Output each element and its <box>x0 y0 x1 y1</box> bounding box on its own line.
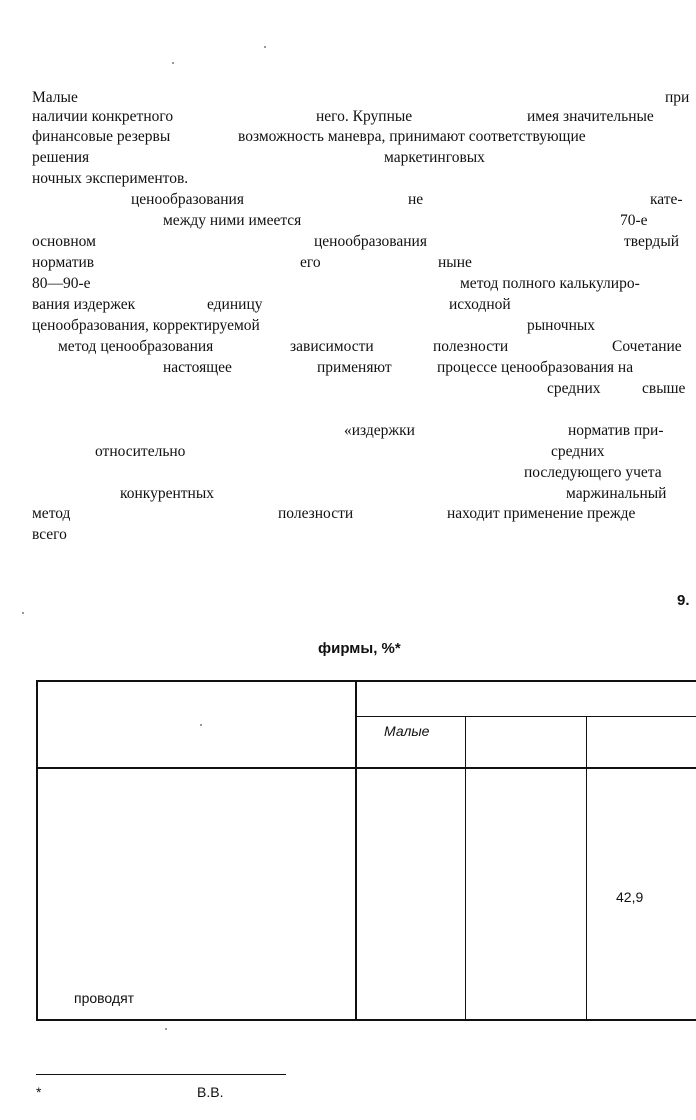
scan-speck <box>172 62 174 64</box>
text-fragment: метод ценообразования <box>58 338 214 355</box>
text-fragment: ныне <box>438 254 472 271</box>
text-fragment: ночных экспериментов. <box>32 170 189 187</box>
text-fragment: настоящее <box>163 359 232 376</box>
section-number: 9. <box>677 592 690 609</box>
text-fragment: всего <box>32 526 67 543</box>
text-fragment: исходной <box>449 296 511 313</box>
text-fragment: не <box>408 191 424 208</box>
text-fragment: последующего учета <box>524 464 662 481</box>
table-column-divider <box>465 716 466 1021</box>
text-fragment: возможность маневра, принимают соответствующие <box>238 128 586 145</box>
scan-speck <box>165 1028 167 1030</box>
text-fragment: норматив <box>32 254 95 271</box>
text-fragment: вания издержек <box>32 296 136 313</box>
text-fragment: основном <box>32 233 96 250</box>
text-fragment: кате- <box>650 191 683 208</box>
text-fragment: маржинальный <box>566 485 667 502</box>
text-fragment: зависимости <box>290 338 374 355</box>
text-fragment: метод <box>32 505 71 522</box>
text-fragment: твердый <box>624 233 680 250</box>
text-fragment: средних <box>551 443 605 460</box>
text-fragment: Сочетание <box>612 338 682 355</box>
text-fragment: при <box>665 89 690 106</box>
row-label: проводят <box>74 990 135 1006</box>
text-fragment: единицу <box>207 296 263 313</box>
scan-speck <box>22 612 24 614</box>
text-fragment: ценообразования <box>131 191 244 208</box>
table-border-top <box>36 680 696 682</box>
text-fragment: полезности <box>433 338 509 355</box>
text-fragment: наличии конкретного <box>32 108 174 125</box>
text-fragment: «издержки <box>344 422 415 439</box>
text-fragment: ценообразования <box>314 233 427 250</box>
table-column-divider <box>586 716 587 1021</box>
text-fragment: решения <box>32 149 90 166</box>
text-fragment: 80—90-е <box>32 275 91 292</box>
table-header-divider <box>356 716 696 717</box>
text-fragment: полезности <box>278 505 354 522</box>
text-fragment: относительно <box>95 443 186 460</box>
text-fragment: финансовые резервы <box>32 128 171 145</box>
text-fragment: 70-е <box>620 212 648 229</box>
text-fragment: процессе ценообразования на <box>437 359 634 376</box>
table-border-left <box>36 680 38 1021</box>
footnote-marker: * <box>36 1084 42 1100</box>
text-fragment: его <box>300 254 321 271</box>
table-title: фирмы, %* <box>318 640 401 657</box>
scan-speck <box>200 724 202 726</box>
column-header-malye: Малые <box>384 723 430 739</box>
table-border-bottom <box>36 1019 696 1021</box>
text-fragment: находит применение прежде <box>447 505 636 522</box>
text-fragment: применяют <box>317 359 392 376</box>
text-fragment: между ними имеется <box>163 212 302 229</box>
table-header-bottom <box>36 767 696 769</box>
text-fragment: Малые <box>32 89 78 106</box>
text-fragment: конкурентных <box>120 485 215 502</box>
text-fragment: ценообразования, корректируемой <box>32 317 260 334</box>
table-cell-value: 42,9 <box>616 889 644 905</box>
text-fragment: маркетинговых <box>384 149 485 166</box>
text-fragment: имея значительные <box>527 108 654 125</box>
text-fragment: средних <box>547 380 601 397</box>
text-fragment: рыночных <box>527 317 596 334</box>
footnote-rule <box>36 1074 286 1075</box>
scan-speck <box>264 46 266 48</box>
text-fragment: свыше <box>642 380 686 397</box>
text-fragment: норматив при- <box>568 422 664 439</box>
footnote-author: В.В. <box>197 1084 224 1100</box>
text-fragment: него. Крупные <box>316 108 413 125</box>
table-column-divider <box>355 680 357 1021</box>
text-fragment: метод полного калькулиро- <box>460 275 640 292</box>
